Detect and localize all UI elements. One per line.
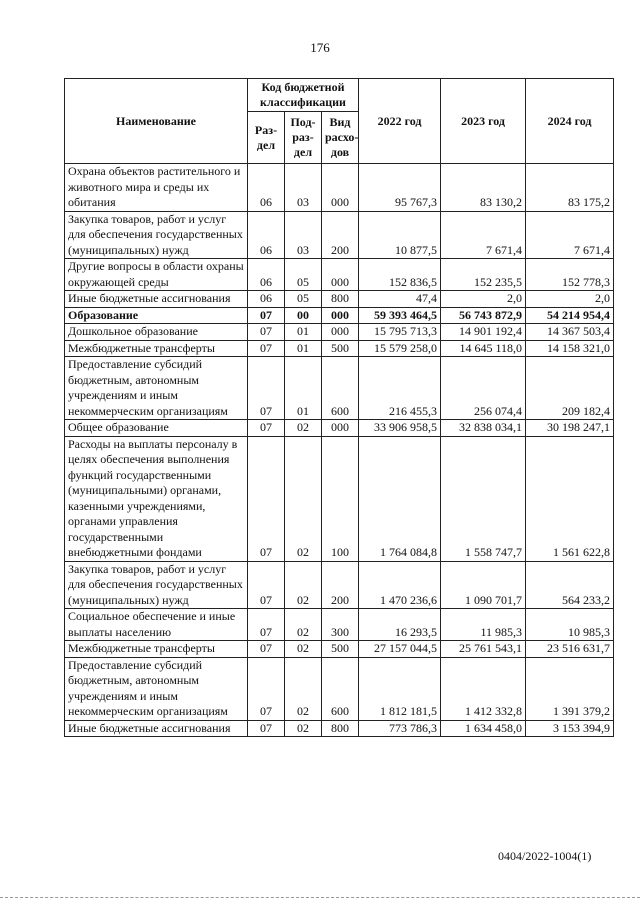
row-value-2022: 27 157 044,5 [359, 641, 441, 658]
row-podrazdel: 01 [285, 340, 322, 357]
row-value-2022: 95 767,3 [359, 164, 441, 212]
row-podrazdel: 02 [285, 641, 322, 658]
table-row [65, 291, 614, 308]
row-value-2024: 54 214 954,4 [526, 307, 614, 324]
header-code-group: Код бюджетной классификации [248, 79, 359, 112]
row-vid: 000 [322, 307, 359, 324]
row-value-2023: 14 901 192,4 [441, 324, 526, 341]
row-value-2024: 30 198 247,1 [526, 420, 614, 437]
row-value-2024: 83 175,2 [526, 164, 614, 212]
row-vid: 800 [322, 720, 359, 737]
row-name: Иные бюджетные ассигнования [65, 720, 248, 737]
row-value-2023: 14 645 118,0 [441, 340, 526, 357]
row-value-2022: 33 906 958,5 [359, 420, 441, 437]
row-name: Предоставление субсидий бюджетным, автономным учреждениям и иным некоммерческим организациям [65, 357, 248, 420]
row-value-2022: 47,4 [359, 291, 441, 308]
row-name: Дошкольное образование [65, 324, 248, 341]
row-value-2023: 32 838 034,1 [441, 420, 526, 437]
row-vid: 000 [322, 259, 359, 291]
row-podrazdel: 02 [285, 609, 322, 641]
row-vid: 800 [322, 291, 359, 308]
page-number: 176 [310, 40, 330, 55]
row-vid: 500 [322, 340, 359, 357]
row-vid: 000 [322, 164, 359, 212]
row-podrazdel: 01 [285, 324, 322, 341]
row-value-2024: 564 233,2 [526, 561, 614, 609]
row-podrazdel: 03 [285, 211, 322, 259]
table-row [65, 720, 614, 737]
budget-table [64, 78, 614, 737]
row-value-2022: 15 795 713,3 [359, 324, 441, 341]
row-value-2023: 1 090 701,7 [441, 561, 526, 609]
row-value-2024: 3 153 394,9 [526, 720, 614, 737]
row-name: Охрана объектов растительного и животного мира и среды их обитания [65, 164, 248, 212]
row-podrazdel: 00 [285, 307, 322, 324]
row-razdel: 07 [248, 324, 285, 341]
row-razdel: 07 [248, 720, 285, 737]
row-vid: 200 [322, 561, 359, 609]
row-name: Расходы на выплаты персоналу в целях обеспечения выполнения функций государственными (муниципальными) органами, казенными учреждениями, органами управления государственными внебюджетными фондами [65, 436, 248, 561]
table-row [65, 657, 614, 720]
row-razdel: 07 [248, 307, 285, 324]
table-row [65, 436, 614, 561]
row-name: Предоставление субсидий бюджетным, автономным учреждениям и иным некоммерческим организациям [65, 657, 248, 720]
row-name: Закупка товаров, работ и услуг для обеспечения государственных (муниципальных) нужд [65, 211, 248, 259]
row-value-2022: 1 812 181,5 [359, 657, 441, 720]
row-podrazdel: 02 [285, 420, 322, 437]
row-value-2022: 216 455,3 [359, 357, 441, 420]
row-razdel: 07 [248, 657, 285, 720]
row-value-2024: 1 561 622,8 [526, 436, 614, 561]
row-razdel: 06 [248, 164, 285, 212]
row-name: Социальное обеспечение и иные выплаты населению [65, 609, 248, 641]
row-value-2023: 152 235,5 [441, 259, 526, 291]
row-vid: 300 [322, 609, 359, 641]
row-vid: 000 [322, 324, 359, 341]
row-name: Закупка товаров, работ и услуг для обеспечения государственных (муниципальных) нужд [65, 561, 248, 609]
row-value-2023: 1 634 458,0 [441, 720, 526, 737]
row-razdel: 07 [248, 641, 285, 658]
row-value-2024: 7 671,4 [526, 211, 614, 259]
row-podrazdel: 02 [285, 561, 322, 609]
row-vid: 600 [322, 657, 359, 720]
table-row [65, 357, 614, 420]
row-razdel: 07 [248, 561, 285, 609]
table-row [65, 164, 614, 212]
row-value-2022: 10 877,5 [359, 211, 441, 259]
row-podrazdel: 02 [285, 436, 322, 561]
table-row [65, 641, 614, 658]
footer-document-code: 0404/2022-1004(1) [498, 849, 592, 863]
table-row [65, 561, 614, 609]
row-value-2024: 14 158 321,0 [526, 340, 614, 357]
row-value-2023: 1 412 332,8 [441, 657, 526, 720]
header-razdel: Раз-дел [248, 112, 285, 164]
bottom-rule [0, 897, 640, 898]
row-name: Иные бюджетные ассигнования [65, 291, 248, 308]
row-value-2024: 10 985,3 [526, 609, 614, 641]
row-name: Образование [65, 307, 248, 324]
table-row [65, 324, 614, 341]
row-value-2024: 209 182,4 [526, 357, 614, 420]
row-razdel: 06 [248, 259, 285, 291]
header-year-2022: 2022 год [359, 79, 441, 164]
row-value-2023: 56 743 872,9 [441, 307, 526, 324]
row-podrazdel: 03 [285, 164, 322, 212]
header-podrazdel: Под-раз-дел [285, 112, 322, 164]
row-vid: 600 [322, 357, 359, 420]
row-name: Другие вопросы в области охраны окружающей среды [65, 259, 248, 291]
table-row [65, 340, 614, 357]
row-razdel: 06 [248, 211, 285, 259]
row-value-2022: 1 764 084,8 [359, 436, 441, 561]
row-value-2022: 152 836,5 [359, 259, 441, 291]
row-value-2022: 15 579 258,0 [359, 340, 441, 357]
row-razdel: 07 [248, 420, 285, 437]
row-razdel: 07 [248, 357, 285, 420]
table-row [65, 259, 614, 291]
table-row [65, 211, 614, 259]
row-value-2023: 256 074,4 [441, 357, 526, 420]
row-value-2023: 2,0 [441, 291, 526, 308]
row-value-2024: 1 391 379,2 [526, 657, 614, 720]
row-value-2023: 83 130,2 [441, 164, 526, 212]
table-row [65, 609, 614, 641]
table-row [65, 420, 614, 437]
row-value-2024: 23 516 631,7 [526, 641, 614, 658]
row-razdel: 06 [248, 291, 285, 308]
header-year-2024: 2024 год [526, 79, 614, 164]
header-name: Наименование [65, 79, 248, 164]
row-value-2023: 1 558 747,7 [441, 436, 526, 561]
row-name: Межбюджетные трансферты [65, 340, 248, 357]
row-podrazdel: 02 [285, 720, 322, 737]
row-name: Межбюджетные трансферты [65, 641, 248, 658]
row-podrazdel: 02 [285, 657, 322, 720]
row-value-2024: 2,0 [526, 291, 614, 308]
row-vid: 500 [322, 641, 359, 658]
row-value-2023: 25 761 543,1 [441, 641, 526, 658]
header-vid: Вид расхо-дов [322, 112, 359, 164]
row-vid: 100 [322, 436, 359, 561]
row-value-2024: 152 778,3 [526, 259, 614, 291]
row-value-2022: 59 393 464,5 [359, 307, 441, 324]
row-value-2022: 1 470 236,6 [359, 561, 441, 609]
row-podrazdel: 05 [285, 259, 322, 291]
row-value-2022: 16 293,5 [359, 609, 441, 641]
header-year-2023: 2023 год [441, 79, 526, 164]
row-razdel: 07 [248, 609, 285, 641]
table-body [65, 164, 614, 737]
row-podrazdel: 05 [285, 291, 322, 308]
table-row [65, 307, 614, 324]
row-podrazdel: 01 [285, 357, 322, 420]
row-value-2023: 7 671,4 [441, 211, 526, 259]
row-razdel: 07 [248, 436, 285, 561]
row-vid: 200 [322, 211, 359, 259]
row-value-2024: 14 367 503,4 [526, 324, 614, 341]
row-value-2023: 11 985,3 [441, 609, 526, 641]
table-header [65, 79, 614, 164]
row-value-2022: 773 786,3 [359, 720, 441, 737]
row-vid: 000 [322, 420, 359, 437]
row-name: Общее образование [65, 420, 248, 437]
row-razdel: 07 [248, 340, 285, 357]
